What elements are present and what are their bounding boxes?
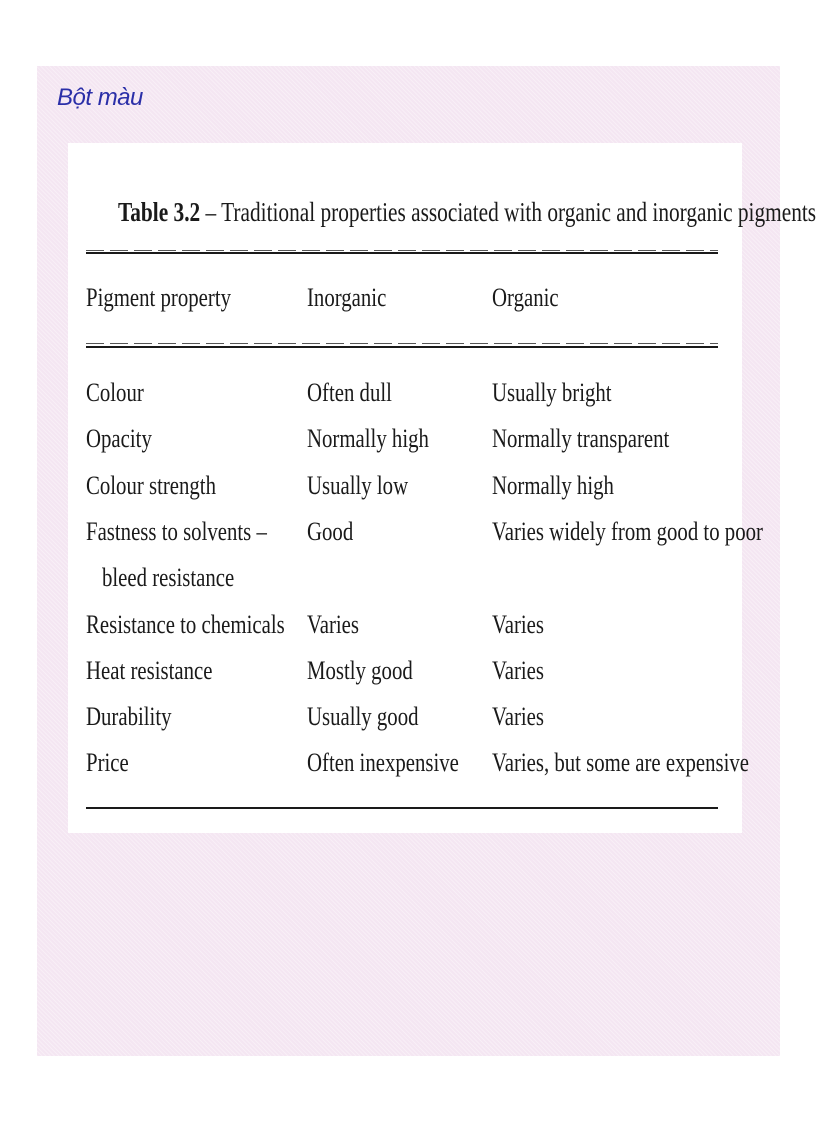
row-opacity-organic: Normally transparent [492,424,670,453]
row-durability-inorganic: Usually good [307,702,419,731]
table-header-rule-shadow [86,343,718,344]
row-heat-organic: Varies [492,656,544,685]
table-bottom-rule [86,807,718,809]
row-colour-property: Colour [86,378,144,407]
slide [37,66,816,1056]
row-colour-strength-organic: Normally high [492,471,614,500]
row-heat-property: Heat resistance [86,656,213,685]
row-price-property: Price [86,748,129,777]
table-top-rule [86,252,718,254]
row-colour-inorganic: Often dull [307,378,392,407]
row-opacity-inorganic: Normally high [307,424,429,453]
row-chemicals-inorganic: Varies [307,610,359,639]
row-colour-strength-inorganic: Usually low [307,471,409,500]
table-caption [118,197,816,228]
caption-number: Table 3.2 [118,197,201,227]
table-header-rule [86,346,718,348]
header-inorganic: Inorganic [307,283,387,312]
header-pigment-property: Pigment property [86,283,232,312]
row-chemicals-organic: Varies [492,610,544,639]
row-fastness-property: Fastness to solvents – [86,517,267,546]
row-fastness-property-cont: bleed resistance [102,563,235,592]
row-fastness-organic: Varies widely from good to poor [492,517,763,546]
row-chemicals-property: Resistance to chemicals [86,610,285,639]
row-durability-organic: Varies [492,702,544,731]
slide-title: Bột màu [57,84,143,111]
row-heat-inorganic: Mostly good [307,656,413,685]
row-price-inorganic: Often inexpensive [307,748,459,777]
row-colour-strength-property: Colour strength [86,471,216,500]
row-price-organic: Varies, but some are expensive [492,748,750,777]
row-fastness-inorganic: Good [307,517,354,546]
row-durability-property: Durability [86,702,172,731]
row-colour-organic: Usually bright [492,378,612,407]
table-image [68,143,816,833]
table-top-rule-shadow [86,250,718,251]
row-opacity-property: Opacity [86,424,152,453]
header-organic: Organic [492,283,559,312]
caption-text: – Traditional properties associated with organic and inorganic pigments [200,197,816,227]
